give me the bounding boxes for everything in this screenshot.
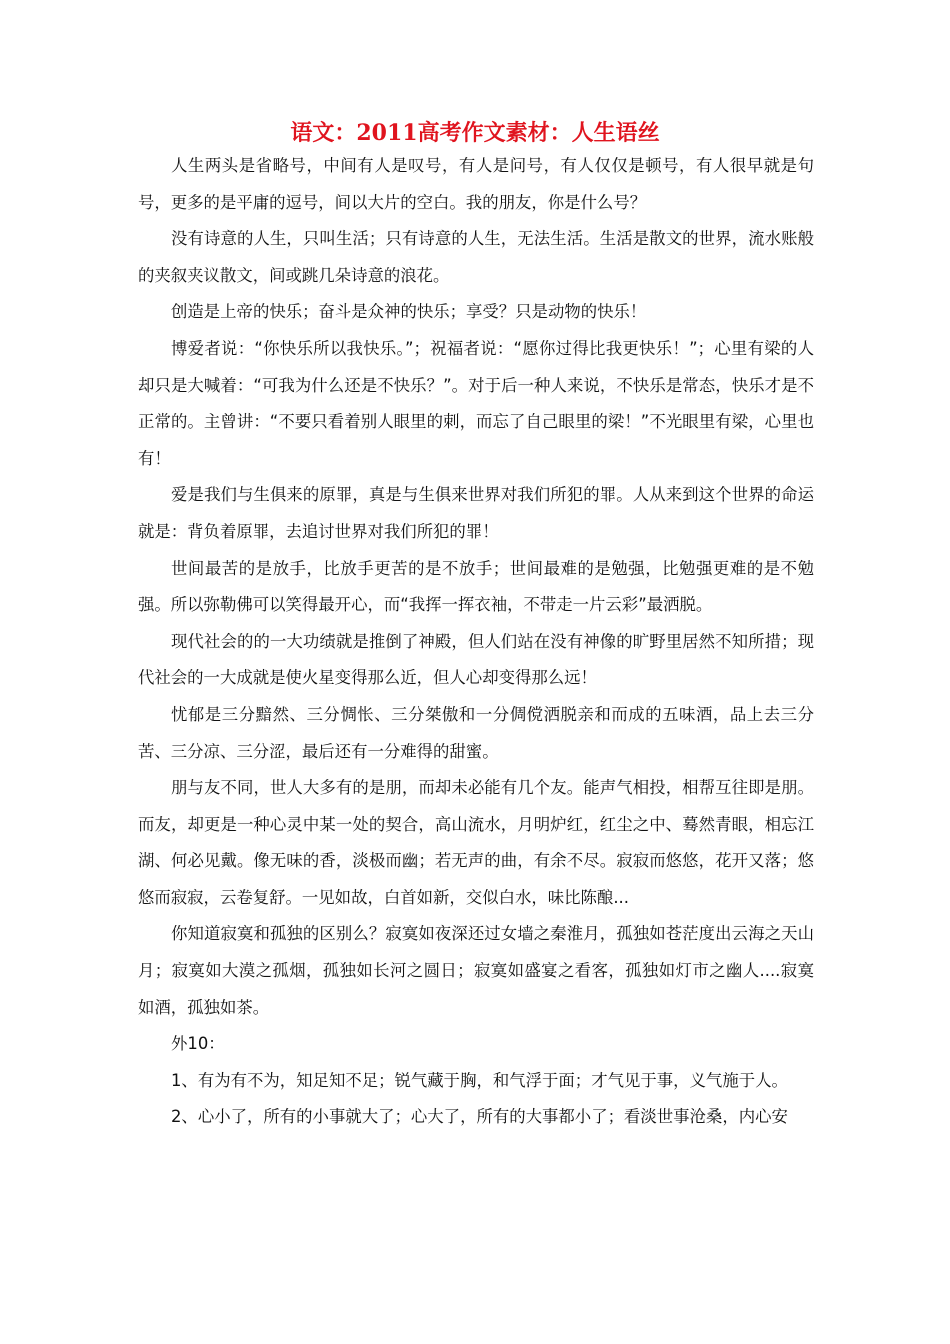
paragraph-9: 朋与友不同，世人大多有的是朋，而却未必能有几个友。能声气相投，相帮互往即是朋。而友，却更是一种心灵中某一处的契合，高山流水，月明炉红，红尘之中、蓦然青眼，相忘江湖、何必见戴。像无味的香，淡极而幽；若无声的曲，有余不尽。寂寂而悠悠，花开又落；悠悠而寂寂，云卷复舒。一见如故，白首如新，交似白水，味比陈酿... — [138, 778, 814, 907]
paragraph-8: 忧郁是三分黯然、三分惆怅、三分桀傲和一分倜傥洒脱亲和而成的五味酒，品上去三分苦、三分凉、三分涩，最后还有一分难得的甜蜜。 — [138, 704, 814, 761]
paragraph-5: 爱是我们与生俱来的原罪，真是与生俱来世界对我们所犯的罪。人从来到这个世界的命运就是：背负着原罪，去追讨世界对我们所犯的罪！ — [138, 485, 814, 541]
paragraph-7: 现代社会的的一大功绩就是推倒了神殿，但人们站在没有神像的旷野里居然不知所措；现代社会的一大成就是使火星变得那么近，但人心却变得那么远！ — [138, 631, 814, 688]
document-title: 语文：2011高考作文素材：人生语丝 — [290, 120, 660, 146]
paragraph-10: 你知道寂寞和孤独的区别么？寂寞如夜深还过女墙之秦淮月，孤独如苍茫度出云海之天山月；寂寞如大漠之孤烟，孤独如长河之圆日；寂寞如盛宴之看客，孤独如灯市之幽人....寂寞如酒，孤独如茶。 — [138, 924, 814, 1017]
paragraph-6: 世间最苦的是放手，比放手更苦的是不放手；世间最难的是勉强，比勉强更难的是不勉强。所以弥勒佛可以笑得最开心，而“我挥一挥衣袖，不带走一片云彩”最洒脱。 — [138, 558, 814, 615]
paragraph-4: 博爱者说：“你快乐所以我快乐。”；祝福者说：“愿你过得比我更快乐！”；心里有梁的人却只是大喊着：“可我为什么还是不快乐？”。对于后一种人来说，不快乐是常态，快乐才是不正常的。主曾讲：“不要只看着别人眼里的刺，而忘了自己眼里的梁！”不光眼里有梁，心里也有！ — [138, 338, 814, 468]
paragraph-12: 1、有为有不为，知足知不足；锐气藏于胸，和气浮于面；才气见于事，义气施于人。 — [171, 1070, 788, 1090]
document-body — [138, 148, 814, 1136]
paragraph-13: 2、心小了，所有的小事就大了；心大了，所有的大事都小了；看淡世事沧桑，内心安 — [171, 1107, 788, 1127]
paragraph-2: 没有诗意的人生，只叫生活；只有诗意的人生，无法生活。生活是散文的世界，流水账般的夹叙夹议散文，间或跳几朵诗意的浪花。 — [138, 229, 814, 285]
paragraph-1: 人生两头是省略号，中间有人是叹号，有人是问号，有人仅仅是顿号，有人很早就是句号，更多的是平庸的逗号，间以大片的空白。我的朋友，你是什么号？ — [138, 156, 814, 212]
paragraph-3: 创造是上帝的快乐；奋斗是众神的快乐；享受？只是动物的快乐！ — [171, 302, 647, 322]
paragraph-11: 外10： — [171, 1034, 225, 1054]
